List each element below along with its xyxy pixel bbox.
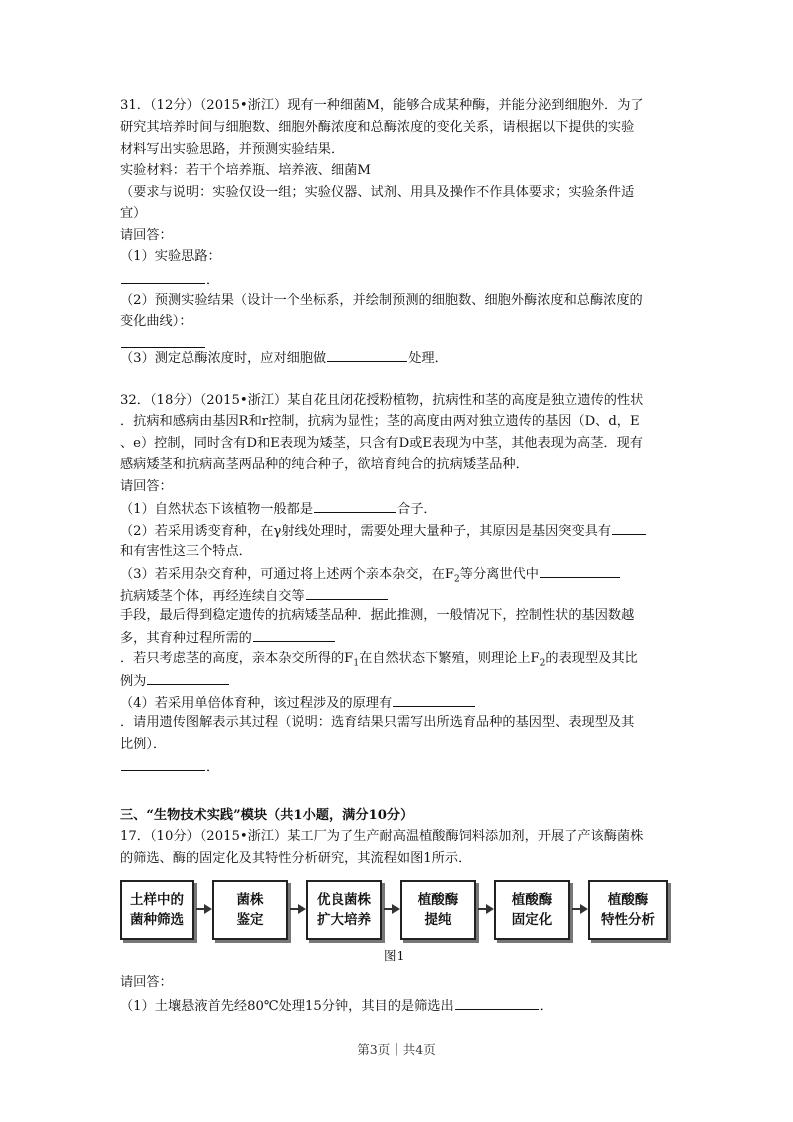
q32-line: 请回答： — [120, 479, 173, 494]
answer-blank[interactable] — [306, 586, 388, 600]
answer-blank[interactable] — [327, 348, 407, 362]
q32-line: （3）若采用杂交育种，可通过将上述两个亲本杂交，在$F_2$等分离世代中 — [120, 564, 621, 584]
q32-line: 抗病矮茎个体，再经连续自交等 — [120, 586, 389, 606]
arrow-right-icon — [384, 908, 398, 910]
answer-blank[interactable] — [314, 499, 396, 513]
arrow-right-icon — [196, 908, 210, 910]
q31-line: 材料写出实验思路，并预测实验结果． — [120, 142, 345, 157]
q31-line: （3）测定总酶浓度时，应对细胞做 处理． — [120, 348, 448, 368]
q17-line: 请回答： — [120, 975, 173, 990]
q32-line: 多，其育种过程所需的 — [120, 628, 336, 648]
q32-line: ．抗病和感病由基因R和r控制，抗病为显性；茎的高度由两对独立遗传的基因（D、d，E — [120, 414, 640, 429]
q32-line: 手段，最后得到稳定遗传的抗病矮茎品种．据此推测，一般情况下，控制性状的基因数越 — [120, 608, 635, 623]
q31-line: 实验材料：若干个培养瓶、培养液、细菌M — [120, 163, 371, 178]
q32-line: 、e）控制，同时含有D和E表现为矮茎，只含有D或E表现为中茎，其他表现为高茎．现有 — [120, 436, 643, 451]
answer-blank[interactable] — [121, 270, 205, 284]
answer-blank[interactable] — [540, 564, 620, 578]
answer-blank[interactable] — [147, 671, 229, 685]
flowchart — [120, 876, 672, 948]
q31-line: 31．（12分）（2015•浙江）现有一种细菌M，能够合成某种酶，并能分泌到细胞外．为了 — [120, 98, 644, 113]
q32-line: 例为 — [120, 671, 230, 691]
q17-line: （1）土壤悬液首先经80℃处理15分钟，其目的是筛选出 ． — [120, 996, 553, 1016]
q17-line: 17．（10分）（2015•浙江）某工厂为了生产耐高温植酸酶饲料添加剂，开展了产该酶菌株 — [120, 829, 644, 844]
q31-line: 请回答： — [120, 228, 173, 243]
q31-line: （要求与说明：实验仅设一组；实验仪器、试剂、用具及操作不作具体要求；实验条件适 — [120, 185, 635, 200]
answer-blank[interactable] — [121, 334, 205, 348]
answer-blank[interactable] — [393, 693, 475, 707]
q31-line: 宜） — [120, 206, 147, 221]
figure-caption: 图1 — [384, 948, 405, 963]
q32-line: （4）若采用单倍体育种，该过程涉及的原理有 — [120, 693, 476, 713]
flow-step: 植酸酶 提纯 — [400, 880, 476, 940]
q32-line: 感病矮茎和抗病高茎两品种的纯合种子，欲培育纯合的抗病矮茎品种． — [120, 457, 529, 472]
q31-line: 研究其培养时间与细胞数、细胞外酶浓度和总酶浓度的变化关系，请根据以下提供的实验 — [120, 120, 635, 135]
q32-line: 32．（18分）（2015•浙江）某自花且闭花授粉植物，抗病性和茎的高度是独立遗传的性状 — [120, 393, 644, 408]
q31-line: 变化曲线）： — [120, 314, 193, 329]
arrow-right-icon — [572, 908, 586, 910]
flow-step: 优良菌株 扩大培养 — [306, 880, 382, 940]
q31-line: （2）预测实验结果（设计一个坐标系，并绘制预测的细胞数、细胞外酶浓度和总酶浓度的 — [120, 293, 643, 308]
q32-line: 比例）． — [120, 737, 167, 752]
answer-blank[interactable] — [612, 521, 646, 535]
q31-answer-line: ． — [120, 270, 219, 290]
q17-line: 的筛选、酶的固定化及其特性分析研究，其流程如图1所示． — [120, 851, 472, 866]
flow-step: 植酸酶 特性分析 — [588, 880, 668, 940]
answer-blank[interactable] — [253, 628, 335, 642]
flow-step: 土样中的 菌种筛选 — [120, 880, 194, 940]
flow-step: 植酸酶 固定化 — [494, 880, 570, 940]
q32-line: （1）自然状态下该植物一般都是 合子． — [120, 499, 437, 519]
q31-line: （1）实验思路： — [120, 249, 221, 264]
arrow-right-icon — [478, 908, 492, 910]
answer-blank[interactable] — [121, 757, 205, 771]
q32-line: 和有害性这三个特点． — [120, 544, 252, 559]
page-footer: 第3页｜共4页 — [357, 1042, 436, 1057]
section-heading: 三、“生物技术实践”模块（共1小题，满分10分） — [120, 808, 414, 823]
answer-blank[interactable] — [455, 996, 539, 1010]
q32-line: ．若只考虑茎的高度，亲本杂交所得的$F_1$在自然状态下繁殖，则理论上$F_2$的表现型及其比 — [120, 651, 638, 669]
arrow-right-icon — [290, 908, 304, 910]
flow-step: 菌株 鉴定 — [212, 880, 288, 940]
q32-answer-line: ． — [120, 757, 219, 777]
q32-line: ．请用遗传图解表示其过程（说明：选育结果只需写出所选育品种的基因型、表现型及其 — [120, 715, 635, 730]
q32-line: （2）若采用诱变育种，在γ射线处理时，需要处理大量种子，其原因是基因突变具有 — [120, 521, 647, 541]
